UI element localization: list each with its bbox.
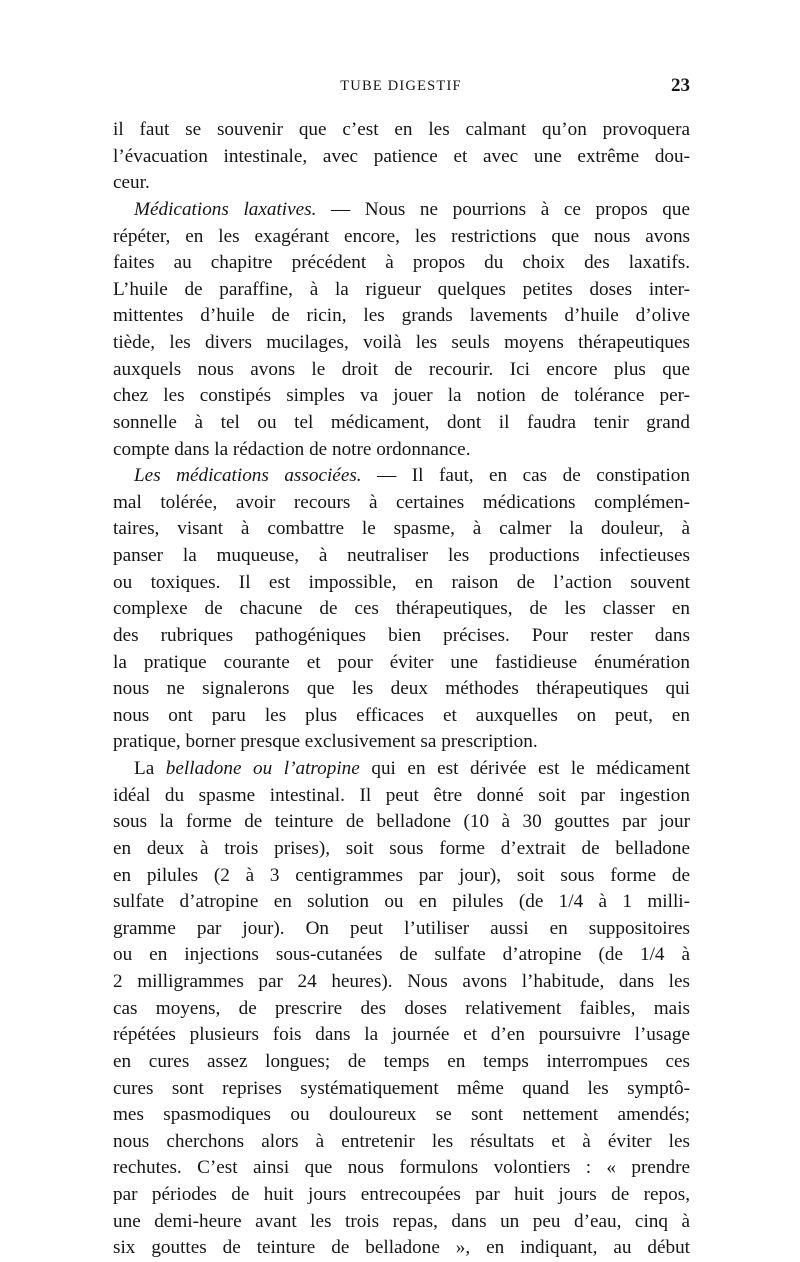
- text-line: par périodes de huit jours entrecoupées par huit jours de repos,: [113, 1184, 690, 1205]
- text-line: Médications laxatives. — Nous ne pourrions à ce propos que: [134, 198, 690, 220]
- text-line: répéter, en les exagérant encore, les restrictions que nous avons: [113, 225, 690, 247]
- page-number: 23: [671, 75, 690, 96]
- body-text: [113, 117, 690, 1262]
- text-line: nous ne signalerons que les deux méthodes thérapeutiques qui: [113, 678, 690, 700]
- text-line: cas moyens, de prescrire des doses relativement faibles, mais: [113, 997, 690, 1019]
- text-line: sonnelle à tel ou tel médicament, dont il faudra tenir grand: [113, 411, 690, 433]
- text-line: ceur.: [113, 172, 150, 194]
- text-line: tiède, les divers mucilages, voilà les seuls moyens thérapeutiques: [113, 332, 690, 353]
- text-line: auxquels nous avons le droit de recourir. Ici encore plus que: [113, 358, 690, 380]
- text-line: mes spasmodiques ou douloureux se sont nettement amendés;: [113, 1104, 690, 1126]
- text-line: 2 milligrammes par 24 heures). Nous avons l’habitude, dans les: [113, 971, 690, 992]
- text-line: complexe de chacune de ces thérapeutiques, de les classer en: [113, 598, 690, 620]
- text-line: une demi-heure avant les trois repas, dans un peu d’eau, cinq à: [113, 1210, 690, 1232]
- text-line: rechutes. C’est ainsi que nous formulons volontiers : « prendre: [113, 1157, 690, 1179]
- text-line: cures sont reprises systématiquement même quand les symptô-: [113, 1077, 690, 1099]
- text-line: des rubriques pathogéniques bien précises. Pour rester dans: [113, 624, 690, 646]
- text-line: L’huile de paraffine, à la rigueur quelques petites doses inter-: [113, 278, 690, 300]
- text-line: en deux à trois prises), soit sous forme d’extrait de belladone: [113, 837, 690, 859]
- text-line: sulfate d’atropine en solution ou en pilules (de 1/4 à 1 milli-: [113, 891, 690, 913]
- running-head: [112, 75, 690, 102]
- text-line: mittentes d’huile de ricin, les grands lavements d’huile d’olive: [113, 305, 690, 327]
- running-head-title: TUBE DIGESTIF: [340, 78, 462, 94]
- text-line: sous la forme de teinture de belladone (10 à 30 gouttes par jour: [113, 811, 690, 833]
- text-line: chez les constipés simples va jouer la notion de tolérance per-: [113, 385, 690, 407]
- text-line: La belladone ou l’atropine qui en est dérivée est le médicament: [134, 758, 690, 779]
- text-line: répétées plusieurs fois dans la journée et d’en poursuivre l’usage: [113, 1024, 690, 1046]
- text-line: nous cherchons alors à entretenir les résultats et à éviter les: [113, 1130, 690, 1152]
- text-line: mal tolérée, avoir recours à certaines médications complémen-: [113, 491, 690, 513]
- text-line: la pratique courante et pour éviter une fastidieuse énumération: [113, 651, 690, 673]
- text-line: en cures assez longues; de temps en temps interrompues ces: [113, 1050, 690, 1072]
- text-line: gramme par jour). On peut l’utiliser aussi en suppositoires: [113, 917, 690, 939]
- text-line: en pilules (2 à 3 centigrammes par jour), soit sous forme de: [113, 864, 690, 886]
- text-line: pratique, borner presque exclusivement sa prescription.: [113, 731, 538, 753]
- text-line: panser la muqueuse, à neutraliser les productions infectieuses: [113, 545, 690, 566]
- text-line: compte dans la rédaction de notre ordonnance.: [113, 438, 471, 460]
- text-line: Les médications associées. — Il faut, en cas de constipation: [134, 465, 690, 487]
- text-line: six gouttes de teinture de belladone », en indiquant, au début: [113, 1237, 690, 1259]
- text-line: il faut se souvenir que c’est en les calmant qu’on provoquera: [113, 119, 690, 140]
- text-line: faites au chapitre précédent à propos du choix des laxatifs.: [113, 252, 690, 274]
- text-line: taires, visant à combattre le spasme, à calmer la douleur, à: [113, 518, 690, 540]
- text-line: l’évacuation intestinale, avec patience et avec une extrême dou-: [113, 145, 690, 167]
- text-line: ou toxiques. Il est impossible, en raison de l’action souvent: [113, 571, 690, 593]
- text-line: nous ont paru les plus efficaces et auxquelles on peut, en: [113, 704, 690, 726]
- text-line: ou en injections sous-cutanées de sulfate d’atropine (de 1/4 à: [113, 944, 690, 966]
- text-line: idéal du spasme intestinal. Il peut être donné soit par ingestion: [113, 784, 690, 806]
